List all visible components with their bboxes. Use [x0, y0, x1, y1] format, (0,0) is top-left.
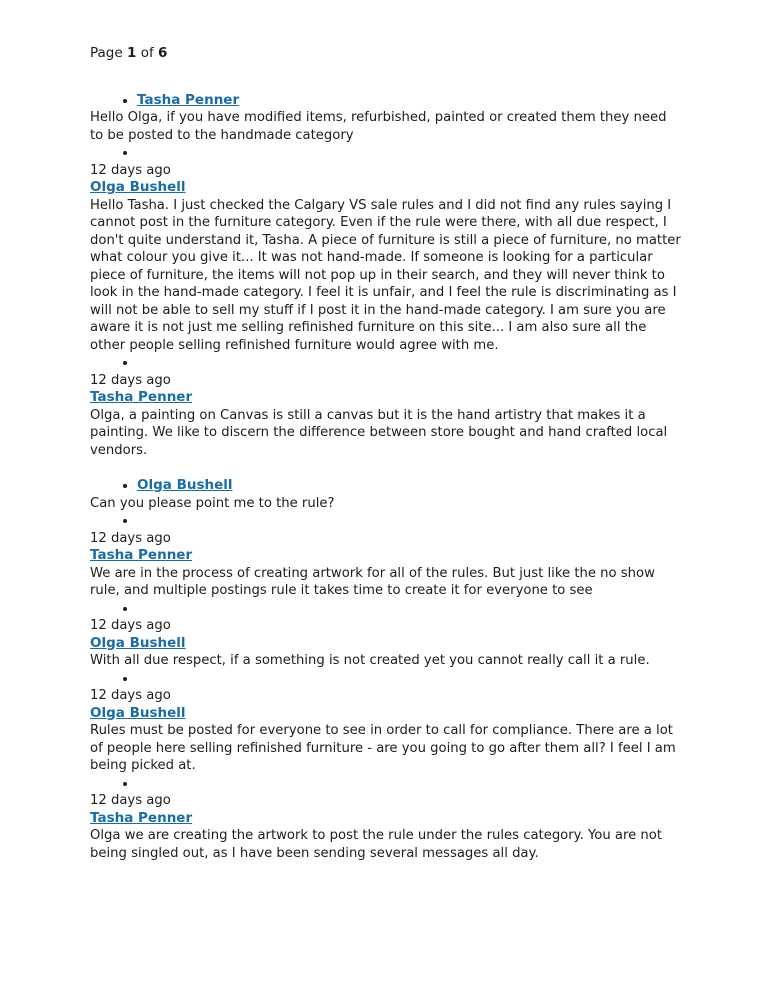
timestamp: 12 days ago	[90, 618, 171, 633]
bullet-marker	[137, 144, 683, 162]
reply-bullet-list	[90, 670, 683, 688]
message	[90, 775, 683, 863]
message	[90, 354, 683, 459]
bullet-marker	[137, 600, 683, 618]
reply-bullet-list	[90, 775, 683, 793]
message-text: Hello Tasha. I just checked the Calgary VS sale rules and I did not find any rules saying I cannot post in the furniture category. Even if the rule were there, with all due respect, I don't quite understand it, Tasha. A piece of furniture is still a piece of furniture, no matter what colour you give it... It was not hand-made. If someone is looking for a particular piece of furniture, the items will not pop up in their search, and they will never think to look in the hand-made category. I feel it is unfair, and I feel the rule is discriminating as I will not be able to sell my stuff if I post it in the hand-made category. I am sure you are aware it is not just me selling refinished furniture on this site... I am also sure all the other people selling refinished furniture would agree with me.	[90, 197, 681, 353]
bullet-marker	[137, 92, 683, 110]
total-pages: 6	[158, 45, 168, 61]
author-line	[90, 179, 683, 197]
page-label: Page	[90, 45, 123, 61]
author-link[interactable]: Olga Bushell	[90, 704, 186, 721]
message-text: With all due respect, if a something is not created yet you cannot really call it a rule.	[90, 653, 650, 668]
current-page: 1	[126, 45, 137, 61]
author-line	[90, 810, 683, 828]
reply-bullet-list	[90, 512, 683, 530]
message	[90, 477, 683, 512]
message-text: Can you please point me to the rule?	[90, 495, 335, 511]
message	[90, 512, 683, 600]
message	[90, 600, 683, 670]
message-text: Olga we are creating the artwork to post the rule under the rules category. You are not being singled out, as I have been sending several messages all day.	[90, 828, 663, 861]
message-text: We are in the process of creating artwork for all of the rules. But just like the no show rule, and multiple postings rule it takes time to create it for everyone to see	[90, 565, 655, 598]
timestamp: 12 days ago	[90, 372, 171, 388]
author-link[interactable]: Olga Bushell	[90, 179, 186, 195]
message-text: Olga, a painting on Canvas is still a canvas but it is the hand artistry that makes it a painting. We like to discern the difference between store bought and hand crafted local vendors.	[90, 407, 668, 458]
page-number	[90, 45, 683, 63]
of-label: of	[140, 45, 154, 61]
message	[90, 92, 683, 145]
author-line	[90, 389, 683, 407]
conversation	[90, 92, 683, 863]
timestamp: 12 days ago	[90, 793, 171, 808]
message	[90, 144, 683, 354]
author-link[interactable]: Olga Bushell	[137, 477, 233, 493]
author-line	[90, 547, 683, 565]
message-text: Hello Olga, if you have modified items, refurbished, painted or created them they need to be posted to the handmade category	[90, 110, 667, 143]
author-link[interactable]: Tasha Penner	[90, 809, 193, 826]
reply-bullet-list	[90, 354, 683, 372]
bullet-marker	[137, 354, 683, 372]
author-line	[90, 635, 683, 653]
author-link[interactable]: Tasha Penner	[137, 91, 240, 108]
comment-bullet-list	[90, 92, 683, 110]
timestamp: 12 days ago	[90, 688, 171, 703]
bullet-marker	[137, 477, 683, 495]
message	[90, 670, 683, 775]
bullet-marker	[137, 670, 683, 688]
message-text: Rules must be posted for everyone to see in order to call for compliance. There are a lot of people here selling refinished furniture - are you going to go after them all? I feel I am being picked at.	[90, 723, 676, 773]
bullet-marker	[137, 512, 683, 530]
author-link[interactable]: Tasha Penner	[90, 547, 193, 563]
reply-bullet-list	[90, 144, 683, 162]
author-link[interactable]: Olga Bushell	[90, 634, 186, 651]
reply-bullet-list	[90, 600, 683, 618]
author-line	[90, 705, 683, 723]
bullet-marker	[137, 775, 683, 793]
comment-bullet-list	[90, 477, 683, 495]
author-link[interactable]: Tasha Penner	[90, 389, 193, 405]
timestamp: 12 days ago	[90, 162, 171, 178]
timestamp: 12 days ago	[90, 530, 171, 546]
